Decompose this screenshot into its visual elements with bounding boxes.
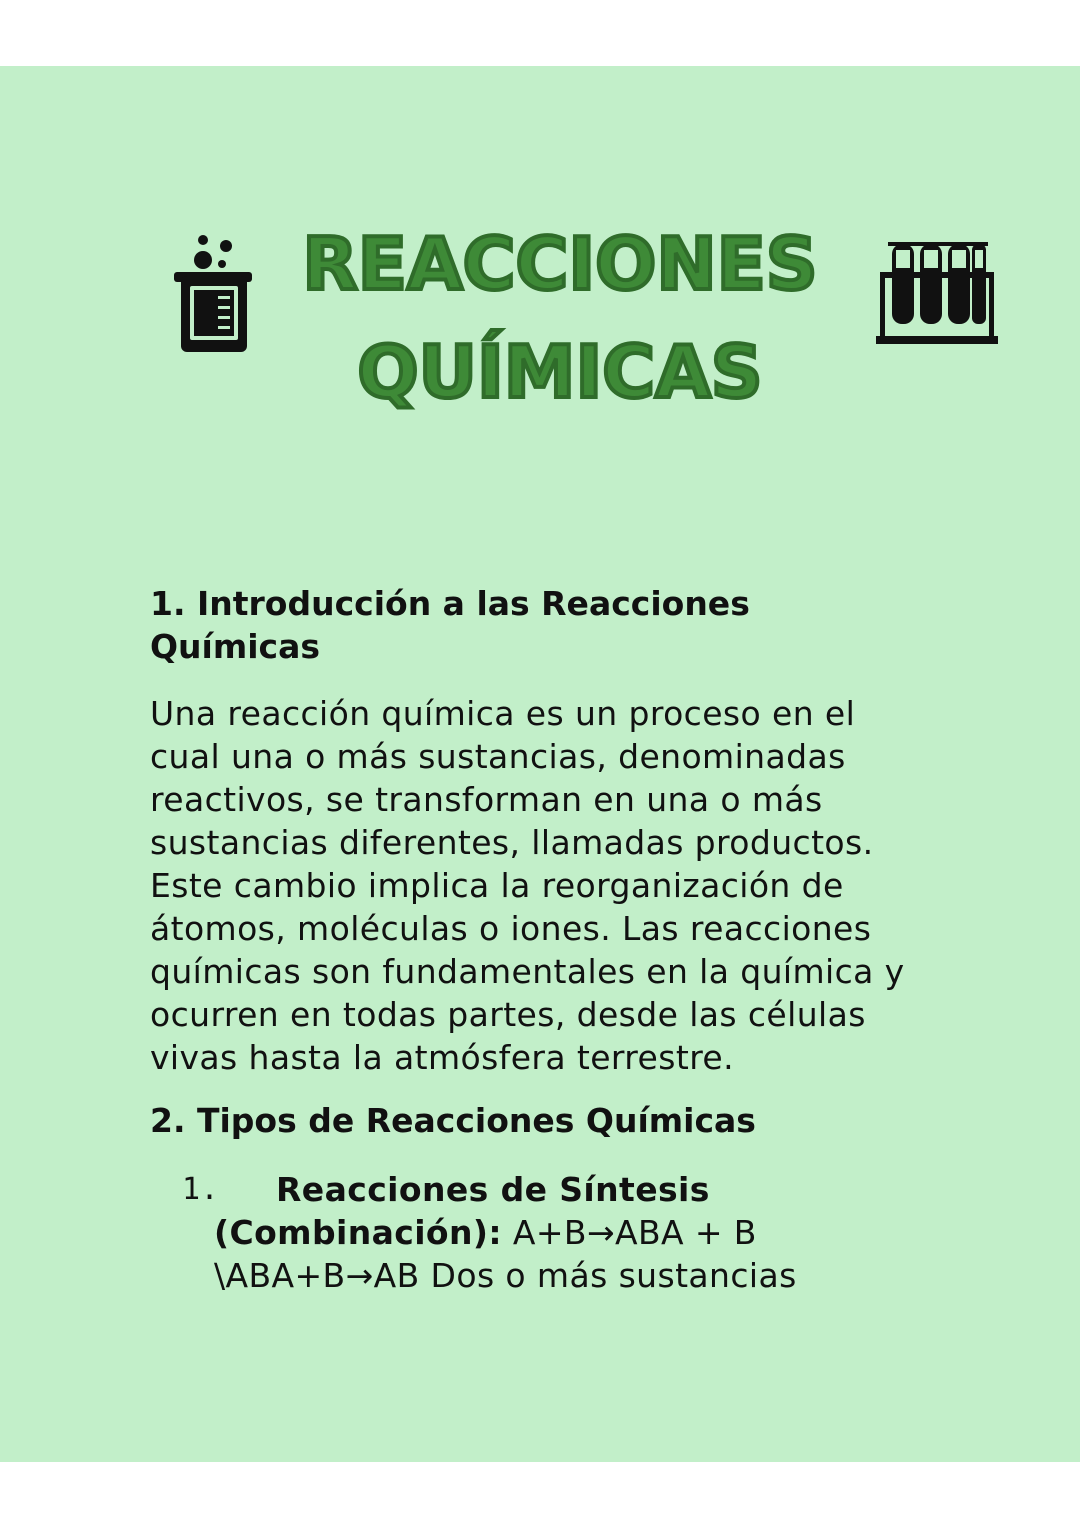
list-item-title-cont: (Combinación):	[214, 1213, 502, 1252]
document-content	[150, 582, 930, 1297]
test-tubes-rack-icon	[876, 240, 998, 348]
list-item-text: A+B→ABA + B \ABA+B→AB Dos o más sustancias	[214, 1213, 797, 1295]
page-title	[260, 210, 860, 426]
list-item-title: Reacciones de Síntesis	[276, 1170, 710, 1209]
list-item	[150, 1168, 930, 1297]
title-line-1: REACCIONES	[302, 222, 818, 306]
beaker-icon	[174, 232, 256, 356]
list-item-number: 1.	[182, 1172, 219, 1207]
title-line-2: QUÍMICAS	[357, 330, 763, 414]
section-1-body: Una reacción química es un proceso en el cual una o más sustancias, denominadas reactivos, se transforman en una o más sustancias diferentes, llamadas productos. Este cambio implica la reorganización de átomos, moléculas o iones. Las reacciones químicas son fundamentales en la química y ocurren en todas partes, desde las células vivas hasta la atmósfera terrestre.	[150, 694, 905, 1077]
section-1-heading: 1. Introducción a las Reacciones Químicas	[150, 584, 750, 666]
section-2-heading: 2. Tipos de Reacciones Químicas	[150, 1101, 756, 1140]
reaction-types-list	[150, 1168, 930, 1297]
